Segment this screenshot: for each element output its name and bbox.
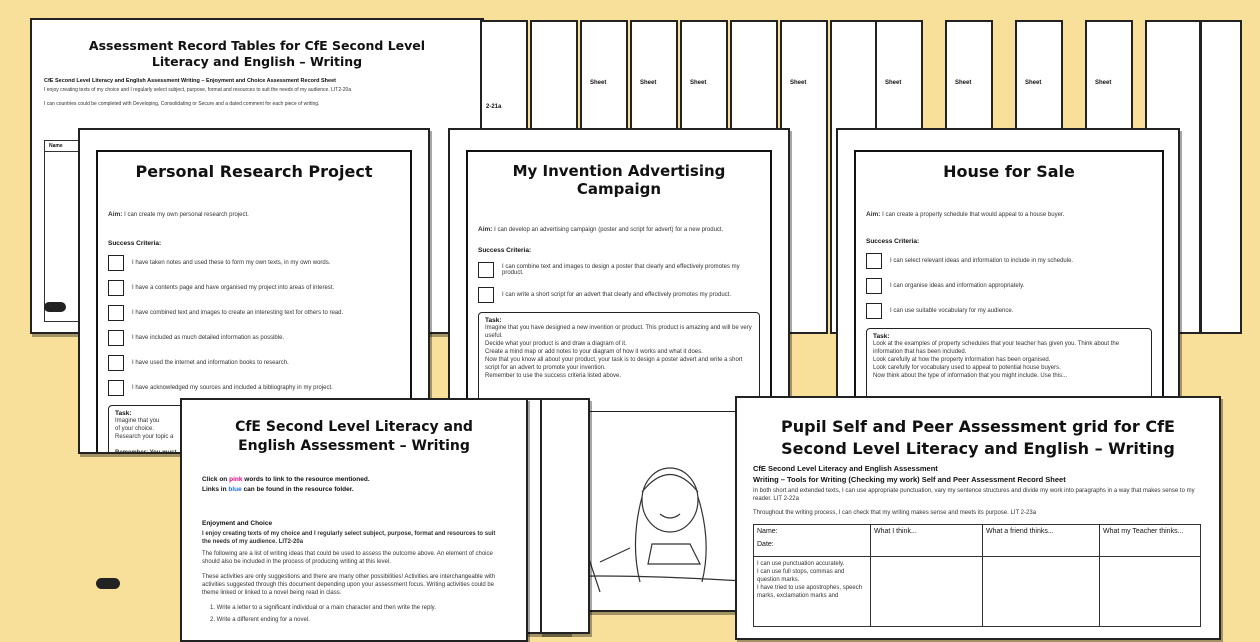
pink-link-word[interactable]: pink xyxy=(229,476,243,483)
stack-label: Sheet xyxy=(885,80,902,86)
checkbox[interactable] xyxy=(108,355,124,371)
task-label: Task: xyxy=(873,332,890,340)
grid-cell[interactable] xyxy=(871,557,983,627)
logo-icon xyxy=(44,302,66,312)
aim-label: Aim: xyxy=(108,211,123,218)
checkbox[interactable] xyxy=(108,305,124,321)
section-outcome: I enjoy creating texts of my choice and I regularly select subject, purpose, format and resources to suit the needs of my audience. LIT2-20a xyxy=(202,531,496,546)
links-pre: Links in xyxy=(202,486,227,493)
task-line: Create a mind map or add notes to your diagram of how it works and what it does. xyxy=(485,349,703,356)
criteria-item xyxy=(108,280,410,296)
cfe-assessment-card xyxy=(180,398,528,642)
card-title: Personal Research Project xyxy=(135,162,373,181)
card-title: House for Sale xyxy=(943,162,1075,181)
click-post: words to link to the resource mentioned. xyxy=(244,476,370,483)
stack-label: Sheet xyxy=(955,80,972,86)
record-name-header: Name xyxy=(45,141,85,152)
stack-label: Sheet xyxy=(1095,80,1112,86)
sub-heading-1: CfE Second Level Literacy and English Assessment xyxy=(753,464,938,473)
criteria-label: Success Criteria: xyxy=(478,246,532,254)
task-line: Research your topic a xyxy=(115,433,174,440)
checkbox[interactable] xyxy=(108,330,124,346)
criteria-item xyxy=(108,380,410,396)
criteria-item xyxy=(866,278,1162,294)
card-title: CfE Second Level Literacy and English Assessment – Writing xyxy=(235,419,473,454)
criteria-item xyxy=(478,287,760,303)
aim-text: I can create my own personal research project. xyxy=(124,212,249,218)
grid-header: What my Teacher thinks... xyxy=(1100,525,1201,557)
task-line: Look carefully at how the property information has been organised. xyxy=(873,356,1051,363)
outcome-text: In both short and extended texts, I can use appropriate punctuation, vary my sentence structures and divide my work into paragraphs in a way that makes sense to my reader. LIT 2-22a xyxy=(753,488,1195,503)
date-label: Date: xyxy=(757,541,774,548)
grid-name-cell[interactable] xyxy=(754,525,871,557)
checkbox[interactable] xyxy=(108,280,124,296)
task-line: Look carefully for vocabulary used to appeal to potential house buyers. xyxy=(873,365,1061,372)
list-item: 2. Write a different ending for a novel. xyxy=(210,617,310,623)
stack-label: Sheet xyxy=(790,80,807,86)
task-box xyxy=(478,312,760,412)
click-instruction xyxy=(202,476,370,483)
blue-link-word[interactable]: blue xyxy=(228,486,242,493)
task-label: Task: xyxy=(485,316,502,324)
checkbox[interactable] xyxy=(478,287,494,303)
list-item: 1. Write a letter to a significant individual or a main character and then write the reply. xyxy=(210,605,436,611)
links-instruction xyxy=(202,486,354,493)
criteria-item xyxy=(108,255,410,271)
card-title: My Invention Advertising Campaign xyxy=(512,162,726,198)
section-para2: These activities are only suggestions and there are many other possibilities! Activities are interchangeable with activities suggested through this document depending upon your assessment focus. Writing activities could be theme linked or linked to a novel being read in class. xyxy=(202,574,496,597)
criteria-item xyxy=(108,355,410,371)
criteria-item xyxy=(866,253,1162,269)
checkbox[interactable] xyxy=(108,380,124,396)
task-line: Decide what your product is and draw a diagram of it. xyxy=(485,340,627,347)
criteria-item xyxy=(478,262,760,278)
checkbox[interactable] xyxy=(866,278,882,294)
card-title: Pupil Self and Peer Assessment grid for CfE Second Level Literacy and English – Writing xyxy=(781,417,1175,458)
task-line: Imagine that you have designed a new invention or product. This product is amazing and will be very useful. xyxy=(485,324,752,339)
criteria-line: I can use punctuation accurately. xyxy=(757,561,845,567)
sub-heading-2: Writing – Tools for Writing (Checking my work) Self and Peer Assessment Record Sheet xyxy=(753,475,1066,484)
criteria-line: I have tried to use apostrophes, speech marks, exclamation marks and xyxy=(757,585,863,600)
criteria-item xyxy=(866,303,1162,319)
task-label: Task: xyxy=(115,409,132,417)
stack-label: Sheet xyxy=(1025,80,1042,86)
criteria-text: I have combined text and images to create an interesting text for others to read. xyxy=(132,309,344,316)
outcome-text-2: Throughout the writing process, I can check that my writing makes sense and meets its purpose. LIT 2-23a xyxy=(753,510,1037,516)
grid-criteria-cell xyxy=(754,557,871,627)
task-line: Remember to use the success criteria listed above. xyxy=(485,373,622,380)
grid-header: What I think... xyxy=(871,525,983,557)
criteria-text: I can combine text and images to design a poster that clearly and effectively promotes my product. xyxy=(502,263,740,276)
record-title: Assessment Record Tables for CfE Second Level Literacy and English – Writing xyxy=(88,38,426,70)
criteria-line: I can use full stops, commas and question marks. xyxy=(757,569,845,584)
logo-icon xyxy=(96,578,120,589)
stack-label: 2-21a xyxy=(486,104,502,110)
aim-line xyxy=(866,211,1152,220)
grid-cell[interactable] xyxy=(983,557,1100,627)
task-line: Imagine that you xyxy=(115,417,160,424)
criteria-text: I have used the internet and information books to research. xyxy=(132,359,289,366)
checkbox[interactable] xyxy=(478,262,494,278)
aim-line xyxy=(478,226,760,235)
checkbox[interactable] xyxy=(866,303,882,319)
criteria-text: I have acknowledged my sources and included a bibliography in my project. xyxy=(132,384,333,391)
aim-label: Aim: xyxy=(866,211,881,218)
task-line: Look at the examples of property schedules that your teacher has given you. Think about the information that has been included. xyxy=(873,340,1120,355)
aim-text: I can develop an advertising campaign (poster and script for advert) for a new product. xyxy=(494,227,724,233)
stack-label: Sheet xyxy=(640,80,657,86)
task-line: Now that you know all about your product, your task is to design a poster advert and write a short script for an advert to promote your invention. xyxy=(485,357,743,372)
click-pre: Click on xyxy=(202,476,228,483)
criteria-label: Success Criteria: xyxy=(866,237,920,245)
task-line: of your choice. xyxy=(115,425,155,432)
criteria-text: I can use suitable vocabulary for my audience. xyxy=(890,307,1014,314)
grid-cell[interactable] xyxy=(1100,557,1201,627)
criteria-text: I have included as much detailed information as possible. xyxy=(132,334,285,341)
links-post: can be found in the resource folder. xyxy=(243,486,354,493)
task-line: Now think about the type of information that you might include. Use this... xyxy=(873,373,1068,380)
task-remember: Remember: You must xyxy=(115,450,177,454)
criteria-text: I can write a short script for an advert that clearly and effectively promotes my product. xyxy=(502,291,731,298)
stack-label: Sheet xyxy=(690,80,707,86)
criteria-text: I have taken notes and used these to form my own texts, in my own words. xyxy=(132,259,331,266)
record-note: I can countries could be completed with Developing, Consolidating or Secure and a dated comment for each piece of writing. xyxy=(44,101,320,107)
checkbox[interactable] xyxy=(866,253,882,269)
stack-sheet xyxy=(1200,20,1242,334)
section-heading: Enjoyment and Choice xyxy=(202,520,273,527)
criteria-item xyxy=(108,305,410,321)
name-label: Name: xyxy=(757,528,778,535)
stack-label: Sheet xyxy=(590,80,607,86)
record-outcome: I enjoy creating texts of my choice and I regularly select subject, purpose, format and resources to suit the needs of my audience. LIT2-20a xyxy=(44,87,352,93)
record-subtitle: CfE Second Level Literacy and English Assessment Writing – Enjoyment and Choice Assessment Record Sheet xyxy=(44,78,336,84)
self-peer-assessment-card xyxy=(735,396,1221,640)
criteria-label: Success Criteria: xyxy=(108,239,162,247)
aim-line xyxy=(108,211,410,220)
criteria-item xyxy=(108,330,410,346)
aim-text: I can create a property schedule that would appeal to a house buyer. xyxy=(882,212,1065,218)
checkbox[interactable] xyxy=(108,255,124,271)
criteria-text: I can organise ideas and information appropriately. xyxy=(890,282,1025,289)
criteria-text: I have a contents page and have organised my project into areas of interest. xyxy=(132,284,335,291)
criteria-text: I can select relevant ideas and information to include in my schedule. xyxy=(890,257,1074,264)
stack-sheet xyxy=(540,398,590,634)
grid-header: What a friend thinks... xyxy=(983,525,1100,557)
section-para1: The following are a list of writing ideas that could be used to assess the outcome above. An element of choice should also be included in the process of producing writing at this level. xyxy=(202,551,493,566)
assessment-grid xyxy=(753,524,1201,627)
aim-label: Aim: xyxy=(478,226,493,233)
